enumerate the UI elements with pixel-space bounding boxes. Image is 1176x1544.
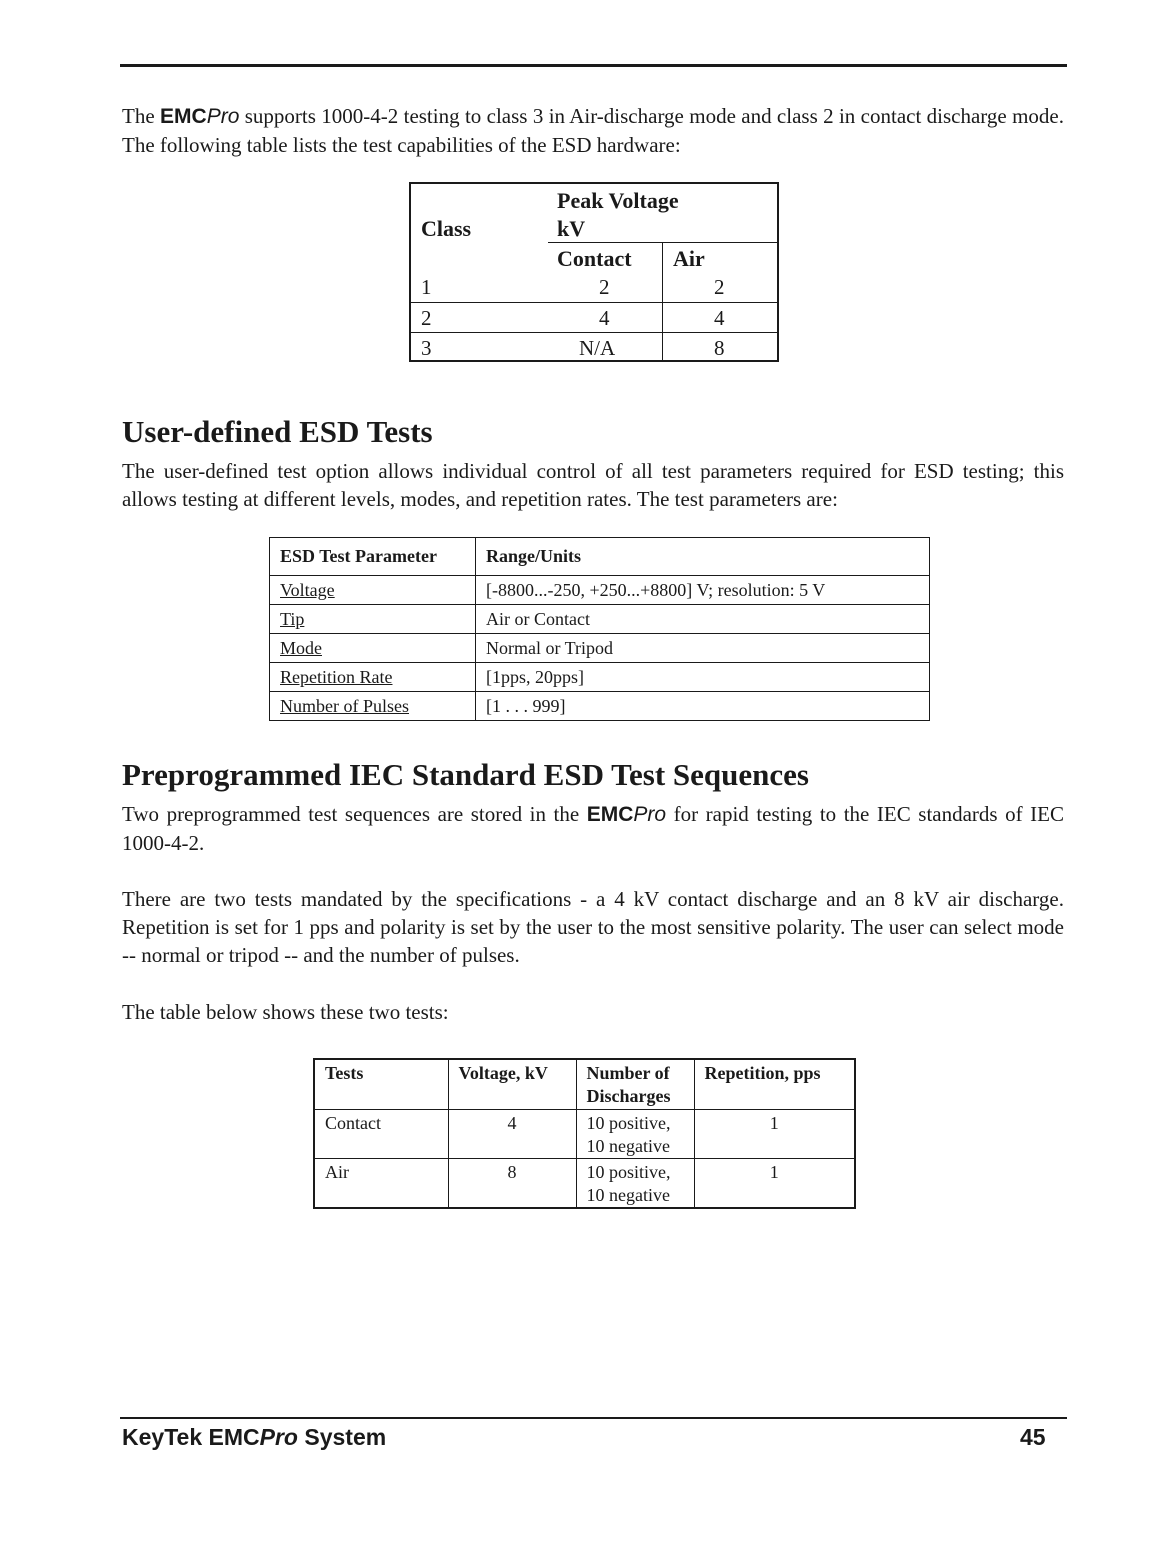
table-row bbox=[270, 692, 930, 721]
row-1-class: 1 bbox=[421, 275, 432, 299]
row-3-class: 3 bbox=[421, 336, 432, 360]
section2-paragraph-1: Two preprogrammed test sequences are stored in the EMCPro for rapid testing to the IEC standards of IEC 1000-4-2. bbox=[122, 802, 1065, 855]
range-voltage: [-8800...-250, +250...+8800] V; resolution: 5 V bbox=[476, 576, 930, 605]
param-table bbox=[269, 537, 930, 721]
intro-paragraph bbox=[122, 102, 1064, 159]
header-number-of-discharges: Number of Discharges bbox=[576, 1059, 694, 1109]
row-2-class: 2 bbox=[421, 306, 432, 330]
class-table bbox=[409, 182, 779, 362]
range-number-of-pulses: [1 . . . 999] bbox=[476, 692, 930, 721]
row-divider bbox=[411, 332, 777, 333]
param-voltage: Voltage bbox=[270, 576, 476, 605]
header-air: Air bbox=[673, 246, 705, 271]
range-mode: Normal or Tripod bbox=[476, 634, 930, 663]
row-3-contact: N/A bbox=[579, 336, 616, 360]
range-repetition-rate: [1pps, 20pps] bbox=[476, 663, 930, 692]
intro-text: supports 1000-4-2 testing to class 3 in Air-discharge mode and class 2 in contact discharge mode. The following table lists the test capabilities of the ESD hardware: bbox=[122, 104, 1064, 157]
row-1-contact: 2 bbox=[599, 275, 610, 299]
table-row bbox=[270, 605, 930, 634]
section2-paragraph-3: The table below shows these two tests: bbox=[122, 1000, 449, 1024]
header-class: Class bbox=[421, 216, 472, 241]
row-3-air: 8 bbox=[714, 336, 725, 360]
top-rule bbox=[120, 64, 1067, 67]
test-repetition: 1 bbox=[694, 1158, 855, 1208]
table-header-row bbox=[270, 538, 930, 576]
param-mode: Mode bbox=[270, 634, 476, 663]
table-row bbox=[270, 634, 930, 663]
header-kv: kV bbox=[557, 216, 586, 241]
header-voltage: Voltage, kV bbox=[448, 1059, 576, 1109]
row-1-air: 2 bbox=[714, 275, 725, 299]
header-tests: Tests bbox=[314, 1059, 448, 1109]
table-row bbox=[314, 1109, 855, 1158]
page-number: 45 bbox=[1020, 1424, 1046, 1450]
test-voltage: 4 bbox=[448, 1109, 576, 1158]
param-repetition-rate: Repetition Rate bbox=[270, 663, 476, 692]
row-2-air: 4 bbox=[714, 306, 725, 330]
brand-name: EMCPro bbox=[160, 105, 240, 128]
header-esd-test-parameter: ESD Test Parameter bbox=[270, 538, 476, 576]
range-tip: Air or Contact bbox=[476, 605, 930, 634]
tests-table bbox=[313, 1058, 856, 1209]
table-row bbox=[270, 576, 930, 605]
row-2-contact: 4 bbox=[599, 306, 610, 330]
test-name: Air bbox=[314, 1158, 448, 1208]
test-name: Contact bbox=[314, 1109, 448, 1158]
row-divider bbox=[411, 302, 777, 303]
section2-paragraph-2: There are two tests mandated by the specifications - a 4 kV contact discharge and an 8 kV air discharge. Repetition is set for 1 pps and polarity is set by the user to the most sensitive polarity. The user can select mode -- normal or tripod -- and the number of pulses. bbox=[122, 887, 1064, 967]
brand-name: EMCPro bbox=[586, 803, 667, 826]
table-header-row bbox=[314, 1059, 855, 1109]
section-heading-preprogrammed: Preprogrammed IEC Standard ESD Test Sequences bbox=[122, 757, 809, 792]
intro-prefix: The bbox=[122, 104, 161, 128]
header-repetition: Repetition, pps bbox=[694, 1059, 855, 1109]
bottom-rule bbox=[120, 1417, 1067, 1419]
column-divider bbox=[662, 242, 663, 360]
table-row bbox=[314, 1158, 855, 1208]
test-voltage: 8 bbox=[448, 1158, 576, 1208]
test-repetition: 1 bbox=[694, 1109, 855, 1158]
footer-title: KeyTek EMCPro System bbox=[122, 1424, 387, 1450]
test-discharges: 10 positive, 10 negative bbox=[576, 1158, 694, 1208]
param-number-of-pulses: Number of Pulses bbox=[270, 692, 476, 721]
param-tip: Tip bbox=[270, 605, 476, 634]
table-row bbox=[270, 663, 930, 692]
header-contact: Contact bbox=[557, 246, 632, 271]
section-heading-user-defined: User-defined ESD Tests bbox=[122, 414, 433, 449]
header-peak-voltage: Peak Voltage bbox=[557, 188, 679, 213]
header-range-units: Range/Units bbox=[476, 538, 930, 576]
section1-paragraph: The user-defined test option allows individual control of all test parameters required for ESD testing; this allows testing at different levels, modes, and repetition rates. The test parameters are: bbox=[122, 459, 1064, 511]
test-discharges: 10 positive, 10 negative bbox=[576, 1109, 694, 1158]
